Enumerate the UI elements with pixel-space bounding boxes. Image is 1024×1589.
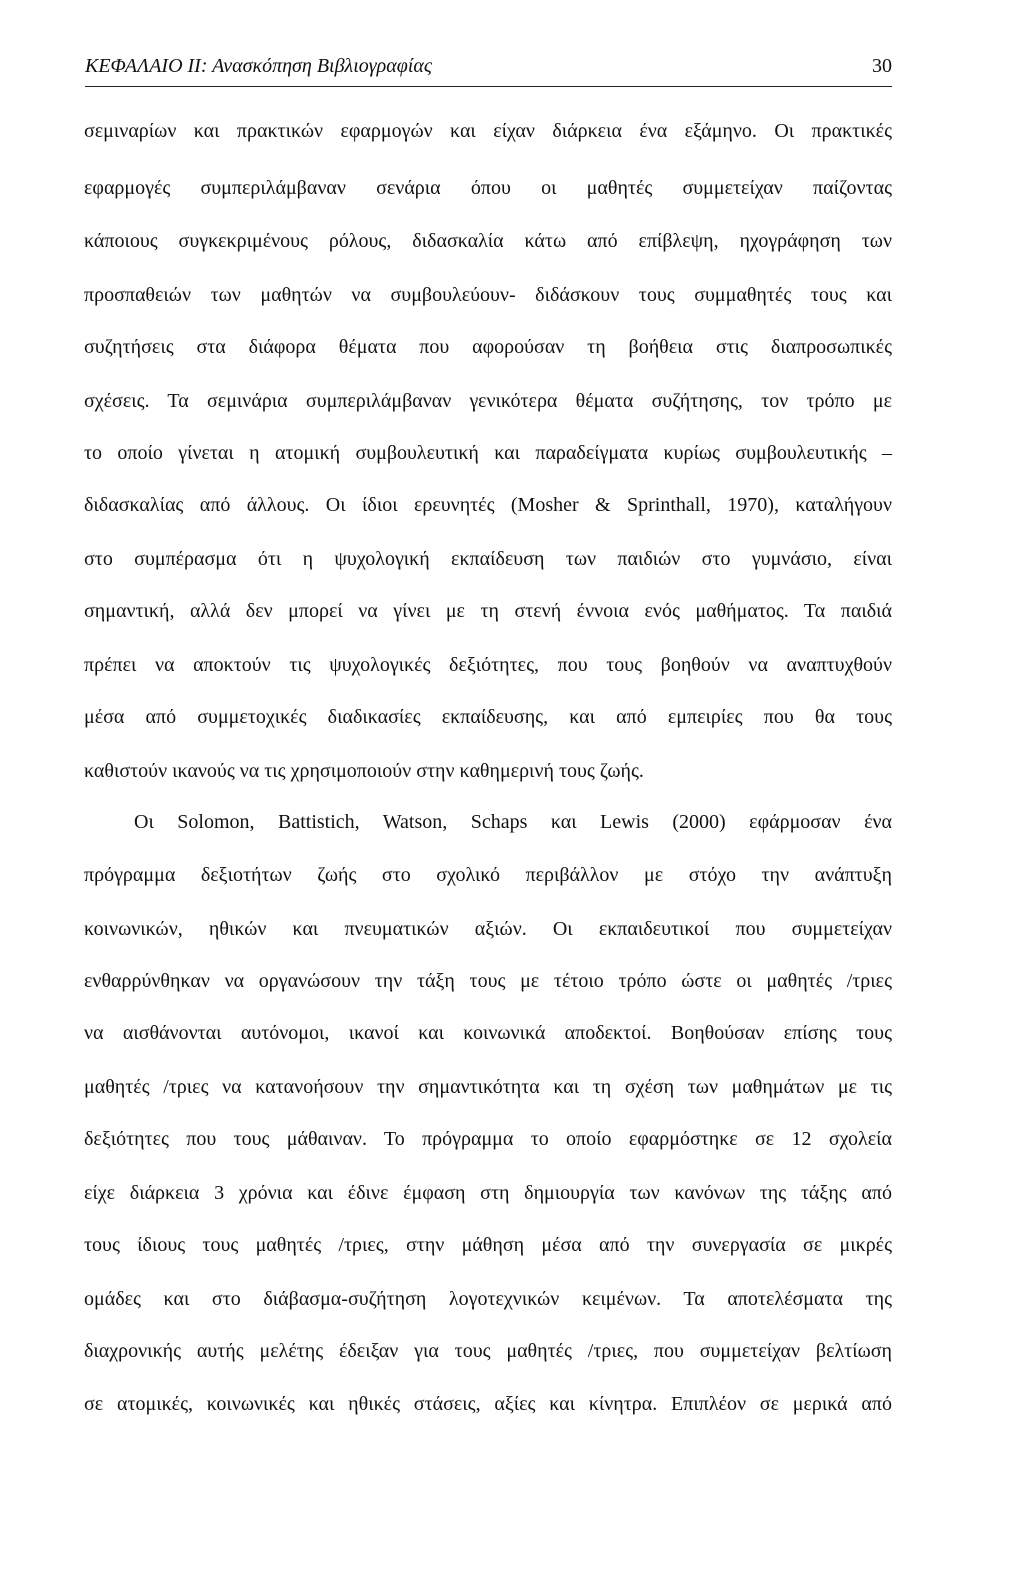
body-text-line: ενθαρρύνθηκαν να οργανώσουν την τάξη τους με τέτοιο τρόπο ώστε οι μαθητές /τριες xyxy=(84,970,892,992)
body-text-line: κοινωνικών, ηθικών και πνευματικών αξιών. Οι εκπαιδευτικοί που συμμετείχαν xyxy=(84,918,892,940)
body-text-line: προσπαθειών των μαθητών να συμβουλεύουν- διδάσκουν τους συμμαθητές τους και xyxy=(84,284,892,306)
body-text-line: μαθητές /τριες να κατανοήσουν την σημαντικότητα και τη σχέση των μαθημάτων με τις xyxy=(84,1076,892,1098)
body-text-line: να αισθάνονται αυτόνομοι, ικανοί και κοινωνικά αποδεκτοί. Βοηθούσαν επίσης τους xyxy=(84,1022,892,1044)
body-text-line: κάποιους συγκεκριμένους ρόλους, διδασκαλία κάτω από επίβλεψη, ηχογράφηση των xyxy=(84,230,892,252)
body-text-line: διδασκαλίας από άλλους. Οι ίδιοι ερευνητές (Mosher & Sprinthall, 1970), καταλήγουν xyxy=(84,494,892,516)
body-text-line: το οποίο γίνεται η ατομική συμβουλευτική και παραδείγματα κυρίως συμβουλευτικής – xyxy=(84,442,892,464)
body-text-line: δεξιότητες που τους μάθαιναν. Το πρόγραμμα το οποίο εφαρμόστηκε σε 12 σχολεία xyxy=(84,1128,892,1150)
body-text-line: τους ίδιους τους μαθητές /τριες, στην μάθηση μέσα από την συνεργασία σε μικρές xyxy=(84,1234,892,1256)
body-text-line: μέσα από συμμετοχικές διαδικασίες εκπαίδευσης, και από εμπειρίες που θα τους xyxy=(84,706,892,728)
body-text-line: πρόγραμμα δεξιοτήτων ζωής στο σχολικό περιβάλλον με στόχο την ανάπτυξη xyxy=(84,864,892,886)
page-header xyxy=(85,54,892,87)
body-text-line: σε ατομικές, κοινωνικές και ηθικές στάσεις, αξίες και κίνητρα. Επιπλέον σε μερικά από xyxy=(84,1393,892,1415)
body-text-line: σχέσεις. Τα σεμινάρια συμπεριλάμβαναν γενικότερα θέματα συζήτησης, τον τρόπο με xyxy=(84,390,892,412)
body-text-line: σημαντική, αλλά δεν μπορεί να γίνει με τη στενή έννοια ενός μαθήματος. Τα παιδιά xyxy=(84,600,892,622)
page-number: 30 xyxy=(872,55,892,77)
body-text-line: ομάδες και στο διάβασμα-συζήτηση λογοτεχνικών κειμένων. Τα αποτελέσματα της xyxy=(84,1288,892,1310)
body-text-line: είχε διάρκεια 3 χρόνια και έδινε έμφαση στη δημιουργία των κανόνων της τάξης από xyxy=(84,1182,892,1204)
body-text-line: σεμιναρίων και πρακτικών εφαρμογών και είχαν διάρκεια ένα εξάμηνο. Οι πρακτικές xyxy=(84,120,892,142)
body-text-line: συζητήσεις στα διάφορα θέματα που αφορούσαν τη βοήθεια στις διαπροσωπικές xyxy=(84,336,892,358)
body-text-line: διαχρονικής αυτής μελέτης έδειξαν για τους μαθητές /τριες, που συμμετείχαν βελτίωση xyxy=(84,1340,892,1362)
body-text-line: Οι Solomon, Battistich, Watson, Schaps και Lewis (2000) εφάρμοσαν ένα xyxy=(134,811,892,833)
body-text-line: στο συμπέρασμα ότι η ψυχολογική εκπαίδευση των παιδιών στο γυμνάσιο, είναι xyxy=(84,548,892,570)
body-text-line: εφαρμογές συμπεριλάμβαναν σενάρια όπου οι μαθητές συμμετείχαν παίζοντας xyxy=(84,177,892,199)
body-text-line: πρέπει να αποκτούν τις ψυχολογικές δεξιότητες, που τους βοηθούν να αναπτυχθούν xyxy=(84,654,892,676)
chapter-title: ΚΕΦΑΛΑΙΟ ΙΙ: Ανασκόπηση Βιβλιογραφίας xyxy=(85,55,432,77)
body-text-line: καθιστούν ικανούς να τις χρησιμοποιούν στην καθημερινή τους ζωής. xyxy=(84,760,644,782)
